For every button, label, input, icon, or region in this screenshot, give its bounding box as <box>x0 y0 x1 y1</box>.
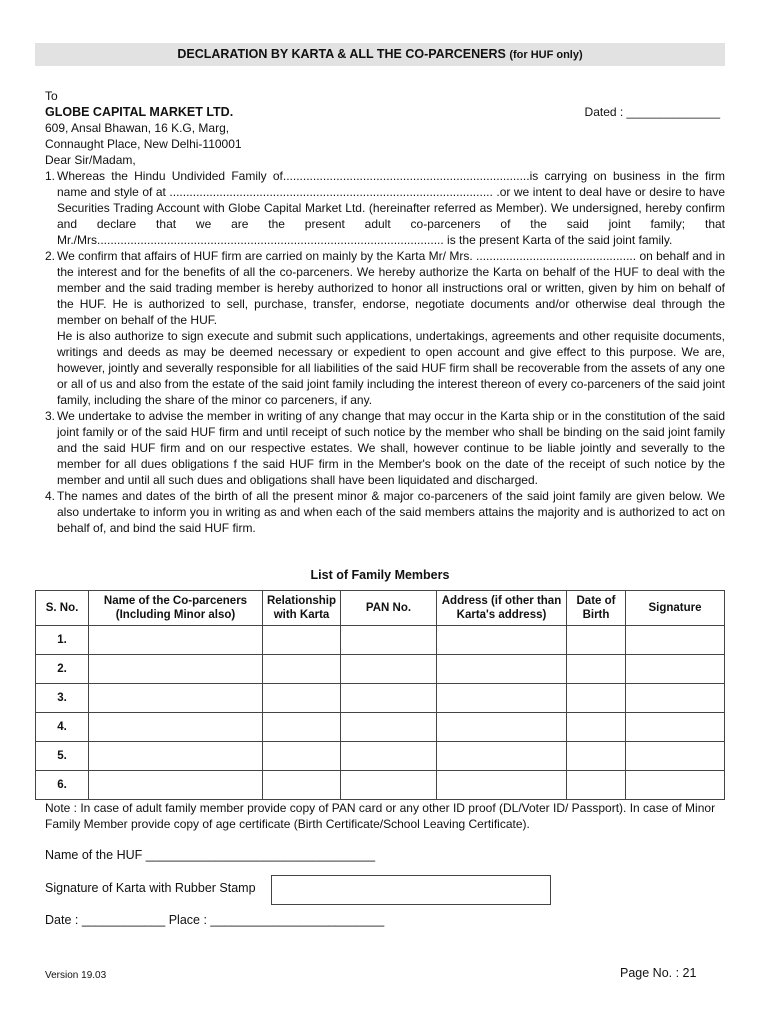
table-cell[interactable] <box>341 742 437 771</box>
table-cell[interactable] <box>341 713 437 742</box>
col-pan: PAN No. <box>341 591 437 626</box>
col-address: Address (if other than Karta's address) <box>437 591 567 626</box>
huf-name-field[interactable]: Name of the HUF _________________________________ <box>45 848 376 862</box>
table-cell[interactable] <box>626 655 725 684</box>
salutation: Dear Sir/Madam, <box>45 153 136 167</box>
table-cell[interactable] <box>263 771 341 800</box>
page-title <box>35 43 725 66</box>
table-cell[interactable] <box>263 713 341 742</box>
table-cell[interactable] <box>567 626 626 655</box>
col-relationship: Relationship with Karta <box>263 591 341 626</box>
col-signature: Signature <box>626 591 725 626</box>
table-cell[interactable] <box>89 655 263 684</box>
para-text: We confirm that affairs of HUF firm are carried on mainly by the Karta Mr/ Mrs. ................................................ on behalf and in the interest and for the benefits of all the co-parceners. We hereby authorize the Karta on behalf of the HUF to deal with the member and the said trading member is hereby authorized to honor all instructions oral or written, given by him on behalf of the HUF. He is authorized to sell, purchase, transfer, endorse, negotiate documents and/or otherwise deal through the member on behalf of the HUF. <box>57 249 725 327</box>
col-dob: Date of Birth <box>567 591 626 626</box>
table-cell[interactable] <box>437 742 567 771</box>
date-place-field[interactable]: Date : ____________ Place : _________________________ <box>45 913 385 927</box>
table-cell[interactable] <box>626 684 725 713</box>
page-number: Page No. : 21 <box>620 966 697 980</box>
company-name: GLOBE CAPITAL MARKET LTD. <box>45 105 234 119</box>
table-cell[interactable] <box>89 713 263 742</box>
para-text: Whereas the Hindu Undivided Family of..........................................................................is carrying on business in the firm name and style of at ................................................................................................. .or we intent to deal have or desire to have Securities Trading Account with Globe Capital Market Ltd. (hereinafter referred as Member). We undersigned, hereby confirm and declare that we are the present adult co-parceners of the said joint family; that Mr./Mrs........................................................................................................ is the present Karta of the said joint family. <box>57 169 725 247</box>
table-row <box>36 626 725 655</box>
title-text: DECLARATION BY KARTA & ALL THE CO-PARCENERS <box>177 47 506 61</box>
table-cell[interactable] <box>437 771 567 800</box>
row-number: 5. <box>36 742 89 771</box>
table-cell[interactable] <box>89 742 263 771</box>
table-cell[interactable] <box>341 626 437 655</box>
table-cell[interactable] <box>437 684 567 713</box>
table-cell[interactable] <box>263 742 341 771</box>
table-cell[interactable] <box>567 771 626 800</box>
address-block <box>45 88 725 536</box>
table-title: List of Family Members <box>310 568 450 582</box>
signature-label: Signature of Karta with Rubber Stamp <box>45 881 256 895</box>
col-sno: S. No. <box>36 591 89 626</box>
table-cell[interactable] <box>89 771 263 800</box>
table-cell[interactable] <box>89 626 263 655</box>
title-suffix: (for HUF only) <box>509 49 583 61</box>
table-header-row <box>36 591 725 626</box>
row-number: 6. <box>36 771 89 800</box>
table-row <box>36 684 725 713</box>
version-label: Version 19.03 <box>45 970 107 981</box>
para-number: 4. <box>45 489 56 503</box>
table-cell[interactable] <box>567 713 626 742</box>
table-cell[interactable] <box>567 742 626 771</box>
table-cell[interactable] <box>263 684 341 713</box>
table-cell[interactable] <box>626 771 725 800</box>
para-number: 1. <box>45 169 56 183</box>
table-row <box>36 771 725 800</box>
table-row <box>36 713 725 742</box>
row-number: 1. <box>36 626 89 655</box>
row-number: 3. <box>36 684 89 713</box>
row-number: 2. <box>36 655 89 684</box>
paragraph-1 <box>45 168 725 248</box>
table-cell[interactable] <box>626 713 725 742</box>
table-cell[interactable] <box>437 626 567 655</box>
table-cell[interactable] <box>263 655 341 684</box>
para-text: We undertake to advise the member in writing of any change that may occur in the Karta ship or in the constitution of the said joint family or of the said HUF firm and until receipt of such notice by the member who shall be binding on the said joint family and the said HUF firm and on our respective estates. We shall, however continue to be liable jointly and severally to the member for all dues obligations f the said HUF firm in the Member's book on the date of the receipt of such notice by the member and until all such dues and obligations shall have been liquidated and discharged. <box>57 409 725 487</box>
table-cell[interactable] <box>437 655 567 684</box>
table-cell[interactable] <box>341 684 437 713</box>
note-text: Note : In case of adult family member provide copy of PAN card or any other ID proof (DL/Voter ID/ Passport). In case of Minor Family Member provide copy of age certificate (Birth Certificate/School Leaving Certificate). <box>45 801 716 831</box>
table-cell[interactable] <box>437 713 567 742</box>
col-name: Name of the Co-parceners (Including Minor also) <box>89 591 263 626</box>
paragraph-4 <box>45 488 725 536</box>
table-cell[interactable] <box>567 684 626 713</box>
table-cell[interactable] <box>263 626 341 655</box>
paragraph-2 <box>45 248 725 408</box>
address-line-1: 609, Ansal Bhawan, 16 K.G, Marg, <box>45 121 230 135</box>
address-line-2: Connaught Place, New Delhi-110001 <box>45 137 242 151</box>
dated-field[interactable]: Dated : ______________ <box>584 105 720 119</box>
para-number: 2. <box>45 249 56 263</box>
table-cell[interactable] <box>626 626 725 655</box>
family-members-table <box>35 590 725 800</box>
signature-box[interactable] <box>271 875 551 905</box>
para-number: 3. <box>45 409 56 423</box>
table-cell[interactable] <box>89 684 263 713</box>
table-cell[interactable] <box>341 771 437 800</box>
table-cell[interactable] <box>341 655 437 684</box>
paragraph-3 <box>45 408 725 488</box>
to-label: To <box>45 89 58 103</box>
table-row <box>36 742 725 771</box>
table-cell[interactable] <box>567 655 626 684</box>
table-row <box>36 655 725 684</box>
para-text-2: He is also authorize to sign execute and submit such applications, undertakings, agreements and other requisite documents, writings and deeds as may be deemed necessary or expedient to open account and give effect to this purpose. We are, however, jointly and severally responsible for all liabilities of the said HUF firm shall be recoverable from the assets of any one or all of us and also from the estate of the said joint family including the interest thereon of every co-parceners of the said joint family, including the share of the minor co parceners, if any. <box>57 329 725 407</box>
row-number: 4. <box>36 713 89 742</box>
table-cell[interactable] <box>626 742 725 771</box>
para-text: The names and dates of the birth of all the present minor & major co-parceners of the said joint family are given below. We also undertake to inform you in writing as and when each of the said members attains the majority and is authorized to act on behalf of, and bind the said HUF firm. <box>57 489 725 535</box>
